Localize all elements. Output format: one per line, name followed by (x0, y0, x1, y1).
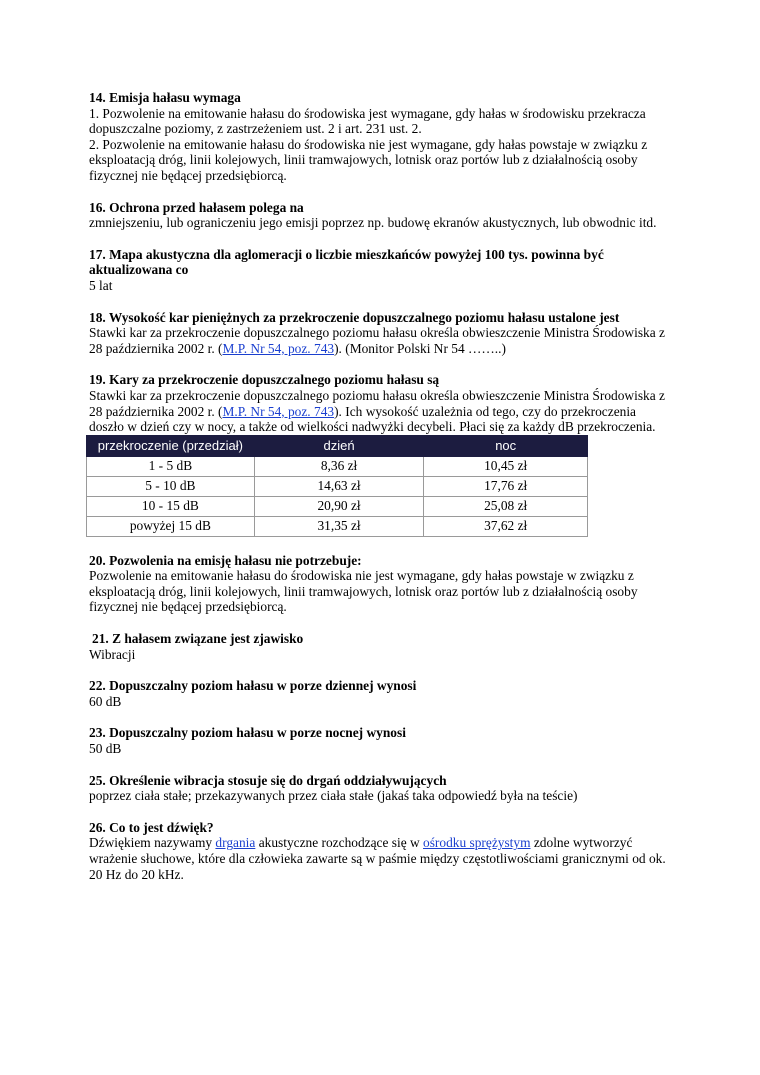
answer-text (89, 835, 674, 882)
section-16 (89, 200, 674, 231)
question-heading: 14. Emisja hałasu wymaga (89, 90, 241, 105)
question-heading: 22. Dopuszczalny poziom hałasu w porze dziennej wynosi (89, 678, 417, 694)
table-row (87, 496, 588, 516)
column-header: noc (424, 435, 588, 456)
section-17 (89, 247, 674, 294)
question-heading: 26. Co to jest dźwięk? (89, 819, 214, 835)
osrodek-sprezysty-link[interactable]: ośrodku sprężystym (423, 835, 531, 851)
answer-text-part: ). Ich wysokość uzależnia od tego, czy do przekroczenia doszło w dzień czy w nocy, a także od wielkości nadwyżki decybeli. Płaci się za każdy dB przekroczenia. (89, 403, 656, 435)
section-25 (89, 773, 674, 804)
answer-text: 5 lat (89, 277, 113, 293)
question-heading: 17. Mapa akustyczna dla aglomeracji o liczbie mieszkańców powyżej 100 tys. powinna być aktualizowana co (89, 246, 604, 278)
answer-text: Wibracji (89, 646, 136, 662)
mp-reference-link[interactable]: M.P. Nr 54, poz. 743 (222, 340, 335, 356)
day-rate-cell: 8,36 zł (254, 456, 424, 476)
question-heading: 20. Pozwolenia na emisję hałasu nie potrzebuje: (89, 552, 362, 568)
answer-text: zmniejszeniu, lub ograniczeniu jego emisji poprzez np. budowę ekranów akustycznych, lub obwodnic itd. (89, 215, 657, 231)
night-rate-cell: 17,76 zł (424, 476, 588, 496)
answer-text-part: Stawki kar za przekroczenie dopuszczalnego poziomu hałasu określa obwieszczenie Ministra Środowiska z 28 października 2002 r. ( (89, 387, 665, 419)
section-14 (89, 90, 674, 184)
section-21 (89, 631, 674, 662)
answer-text-part: akustyczne rozchodzące się w (255, 835, 424, 851)
answer-text: 60 dB (89, 693, 122, 709)
day-rate-cell: 14,63 zł (254, 476, 424, 496)
answer-text-part: ). (Monitor Polski Nr 54 ……..) (334, 340, 506, 356)
answer-text: 2. Pozwolenie na emitowanie hałasu do środowiska nie jest wymagane, gdy hałas powstaje w związku z eksploatacją dróg, linii kolejowych, linii tramwajowych, lotnisk oraz portów lub z działalnością osoby fizycznej nie będącej przedsiębiorcą. (89, 136, 648, 183)
table-row (87, 456, 588, 476)
document-page (89, 90, 674, 882)
question-heading: 16. Ochrona przed hałasem polega na (89, 199, 304, 215)
table-row (87, 476, 588, 496)
table-header-row (87, 435, 588, 456)
range-cell: powyżej 15 dB (87, 516, 255, 536)
range-cell: 10 - 15 dB (87, 496, 255, 516)
night-rate-cell: 37,62 zł (424, 516, 588, 536)
day-rate-cell: 31,35 zł (254, 516, 424, 536)
table-row (87, 516, 588, 536)
answer-text: 1. Pozwolenie na emitowanie hałasu do środowiska jest wymagane, gdy hałas w środowisku przekracza dopuszczalne poziomy, z zastrzeżeniem ust. 2 i art. 231 ust. 2. (89, 105, 646, 137)
answer-text: 50 dB (89, 741, 122, 757)
answer-text-part: Dźwiękiem nazywamy (89, 835, 216, 851)
mp-reference-link[interactable]: M.P. Nr 54, poz. 743 (222, 403, 335, 419)
answer-text (89, 325, 674, 356)
section-26 (89, 820, 674, 882)
column-header: dzień (254, 435, 424, 456)
answer-text: Pozwolenie na emitowanie hałasu do środowiska nie jest wymagane, gdy hałas powstaje w związku z eksploatacją dróg, linii kolejowych, linii tramwajowych, lotnisk oraz portów lub z działalnością osoby fizycznej nie będącej przedsiębiorcą. (89, 568, 638, 615)
night-rate-cell: 25,08 zł (424, 496, 588, 516)
question-heading: 18. Wysokość kar pieniężnych za przekroczenie dopuszczalnego poziomu hałasu ustalone jest (89, 309, 620, 325)
section-18 (89, 310, 674, 357)
answer-text (89, 388, 674, 435)
question-heading: 23. Dopuszczalny poziom hałasu w porze nocnej wynosi (89, 725, 406, 741)
question-heading: 25. Określenie wibracja stosuje się do drgań oddziaływujących (89, 772, 447, 788)
answer-text-part: Stawki kar za przekroczenie dopuszczalnego poziomu hałasu określa obwieszczenie Ministra Środowiska z 28 października 2002 r. ( (89, 325, 665, 356)
section-19 (89, 372, 674, 536)
section-23 (89, 725, 674, 756)
question-heading: 19. Kary za przekroczenie dopuszczalnego poziomu hałasu są (89, 372, 440, 388)
section-22 (89, 678, 674, 709)
range-cell: 5 - 10 dB (87, 476, 255, 496)
answer-text-part: zdolne wytworzyć wrażenie słuchowe, które dla człowieka zawarte są w paśmie między częstotliwościami granicznymi od ok. 20 Hz do 20 kHz. (89, 835, 666, 882)
day-rate-cell: 20,90 zł (254, 496, 424, 516)
answer-text: poprzez ciała stałe; przekazywanych przez ciała stałe (jakaś taka odpowiedź była na teście) (89, 788, 578, 804)
night-rate-cell: 10,45 zł (424, 456, 588, 476)
column-header: przekroczenie (przedział) (87, 435, 255, 456)
drgania-link[interactable]: drgania (215, 835, 256, 851)
question-heading: 21. Z hałasem związane jest zjawisko (92, 631, 304, 647)
section-20 (89, 553, 674, 615)
range-cell: 1 - 5 dB (87, 456, 255, 476)
penalty-rates-table (86, 435, 588, 537)
